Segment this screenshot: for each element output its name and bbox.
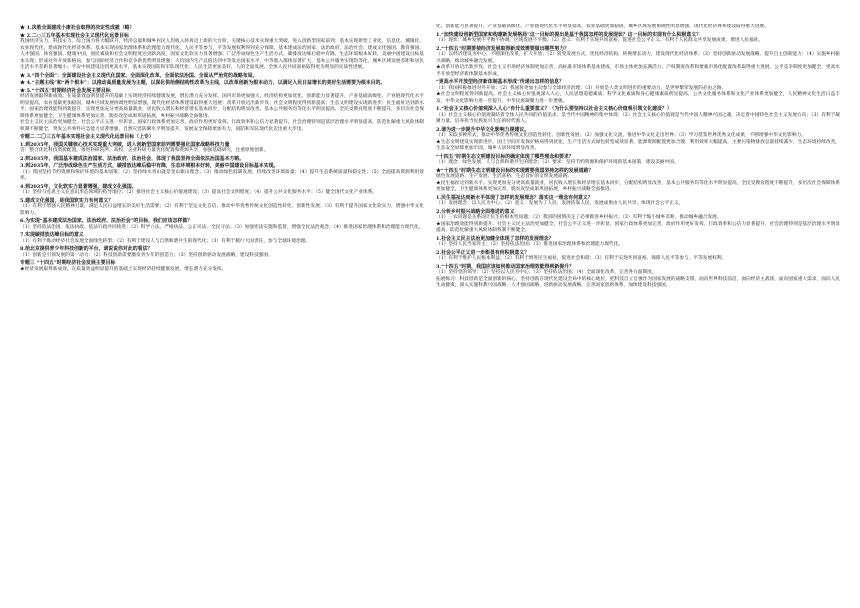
body-paragraph: （1）发展理念：以人民为中心；（2）意义：发展为了人民、发展依靠人民、发展成果由人民共享，体现社会公平正义。 [436, 201, 684, 206]
section-heading: ★ 1.决胜全面建成小康社会取得的决定性成就（略） [20, 25, 135, 31]
section-heading: 5.建成文化强国，是我国软实力有何意义？ [20, 197, 114, 204]
right-column [436, 24, 840, 598]
section-heading: 1.民生福祉达到新水平体现了怎样的发展理念？落实这一理念有何意义？ [436, 194, 593, 201]
section-heading: “十四五”时期生态文明建设目标的确定体现了哪些理念和要求？ [436, 153, 574, 160]
left-column [20, 24, 424, 598]
body-paragraph: （1）创新是引领发展的第一动力；（2）科技创新需要激发青少年的创造力；（3）坚持创新驱动发展战略，建设科技强国。 [20, 252, 273, 258]
section-heading: 2.到2035年，我国基本建成法治国家、法治政府、法治社会，体现了我国坚持全面依法治国基本方略。 [20, 155, 245, 162]
section-heading: ★ 2.二○三五年基本实现社会主义现代化远景目标 [20, 32, 129, 39]
section-heading: 2.分析乡村振兴战略全面推进的意义 [436, 208, 515, 215]
body-paragraph: （1）理念：绿色发展、人与自然和谐共生的理念；（2）要求：坚持节约资源和保护环境的基本国策，建设美丽中国。 [436, 160, 679, 165]
body-paragraph: （1）有利于维护人民根本利益；（2）有利于增进民生福祉，促进社会和谐；（3）有利于实现共同富裕，保障人民平等参与、平等发展权利。 [436, 256, 727, 261]
section-heading: ★ 4.“主题主线”和“两个根本”：以推动高质量发展为主题，以深化供给侧结构性改革为主线，以改革创新为根本动力，以满足人民日益增长的美好生活需要为根本目的。 [20, 80, 386, 86]
section-heading: 8.给北京提供青少年科技创新的平台，请说说你对此的看法？ [20, 246, 153, 252]
body-paragraph: （1）有利于推动经济社会发展全面绿色转型；（2）有利于建设人与自然和谐共生的现代化；（3）有利于履行大国责任，参与全球环境治理。 [20, 238, 311, 244]
body-paragraph: 经济发展取得新成效。在质量效益明显提升的基础上实现经济持续健康发展，增长潜力充分发挥，国内市场更加强大，经济结构更加优化，创新能力显著提升，产业基础高级化、产业链现代化水平明显提高，农业基础更加稳固，城乡区域发展协调性明显增强，现代化经济体系建设取得重大进展；改革开放迈出新步伐；社会文明程度得到新提高；生态文明建设实现新进步；民生福祉达到新水平；国家治理效能得到新提升，实现更加充分更高质量就业，居民收入增长和经济增长基本同步，分配结构明显改善，基本公共服务均等化水平明显提高，全民受教育程度不断提升，多层次社会保障体系更加健全，卫生健康体系更加完善，脱贫攻坚成果巩固拓展，乡村振兴战略全面推进。 [20, 94, 424, 119]
body-paragraph: （1）我国坚持节约资源和保护环境的基本国策；（2）坚持绿水青山就是金山银山理念；（3）推动绿色低碳发展，持续改善环境质量；（4）提升生态系统质量和稳定性；（5）全面提高资源利用效率。 [20, 169, 424, 181]
body-paragraph: （1）坚持人民当家作主；（2）坚持依法治国；（3）推进国家治理体系和治理能力现代化。 [436, 242, 624, 247]
body-paragraph: （1）坚持党的领导；（2）坚持以人民为中心；（3）坚持依法治国；（4）全面深化改革，完善各方面制度。 [436, 270, 657, 275]
body-paragraph: （1）坚持马克思主义在意识形态领域的指导地位；（2）推进社会主义核心价值观建设；（3）提高社会文明程度；（4）提升公共文化服务水平；（5）健全现代文化产业体系。 [20, 190, 378, 195]
section-heading: 专题二 二〇三五年基本实现社会主义现代化远景目标（上专） [20, 134, 154, 140]
body-paragraph: ★社会文明程度得到新提高。社会主义核心价值观深入人心，人民思想道德素质、科学文化素质和身心健康素质明显提高，公共文化服务体系和文化产业体系更加健全，人民精神文化生活日益丰富，中华文化影响力进一步提升，中华民族凝聚力进一步增强。 [436, 92, 840, 104]
body-paragraph: 绿色发展道路、生产发展、生活富裕、生态良好的文明发展道路。 [436, 174, 572, 179]
section-heading: 1.社会主义民主法治更加健全体现了怎样的发展理念？ [436, 235, 554, 242]
body-paragraph: 我国经济实力、科技实力、综合国力将大幅跃升，经济总量和城乡居民人均收入将再迈上新的大台阶，关键核心技术实现重大突破，进入创新型国家前列；基本实现新型工业化、信息化、城镇化、农业现代化，建成现代化经济体系。基本实现国家治理体系和治理能力现代化，人民平等参与、平等发展权利得到充分保障，基本建成法治国家、法治政府、法治社会；建成文化强国、教育强国、人才强国、体育强国、健康中国，国民素质和社会文明程度达到新高度，国家文化软实力显著增强；广泛形成绿色生产生活方式，碳排放达峰后稳中有降，生态环境根本好转，美丽中国建设目标基本实现；形成对外开放新格局，参与国际经济合作和竞争新优势明显增强；人均国内生产总值达到中等发达国家水平，中等收入群体显著扩大，基本公共服务实现均等化，城乡区域发展差距和居民生活水平差距显著缩小；平安中国建设达到更高水平，基本实现国防和军队现代化；人民生活更加美好，人的全面发展、全体人民共同富裕取得更为明显的实质性进展。 [20, 39, 424, 70]
section-heading: 1.“加快建设创新型国家和构建新发展格局”这一目标的提出是基于我国怎样的发展现状？这一目标的实现有什么积极意义？ [436, 31, 702, 38]
section-heading: 3.“十四五”时期，我国应该如何推动国家治理效能得到新提升？ [436, 263, 574, 270]
section-heading: ★“十四五”时期生态文明建设目标的实现需要我国坚持怎样的发展道路？ [436, 167, 594, 174]
section-heading: 2.“十四五”时期要使经济发展取得新成效需要做出哪些努力？ [436, 45, 569, 52]
body-paragraph: （1）现状：城乡发展不平衡不协调，区域发展不平衡。（2）意义：有利于实现共同富裕，促进社会公平正义；有利于人民群众共享发展成果，增进人民福祉。 [436, 38, 764, 43]
body-paragraph: 答：整合优化科技资源配置，推进科研院所、高校、企业科研力量优化配置和资源共享，加强基础研究，注重原始创新。 [20, 148, 269, 153]
section-heading: 4.到2035年，文化软实力显著增强，建成文化强国。 [20, 183, 137, 190]
body-paragraph: ★民生福祉达到新水平。实现更加充分更高质量就业，居民收入增长和经济增长基本同步，分配结构明显改善，基本公共服务均等化水平明显提高，全民受教育程度不断提升，多层次社会保障体系更加健全，卫生健康体系更加完善，脱贫攻坚成果巩固拓展，乡村振兴战略全面推进。 [436, 180, 840, 192]
section-heading: 1.到2035年，我国关键核心技术实现重大突破，进入创新型国家前列需要强化国家战略科技力量 [20, 141, 230, 148]
body-paragraph: 社会主义民主法治更加健全，社会公平正义进一步彰显，国家行政体系更加完善，政府作用更好发挥，行政效率和公信力显著提升，社会治理特别是基层治理水平明显提高，防范化解重大风险体制机制不断健全，突发公共事件应急能力显著增强，自然灾害防御水平明显提升，发展安全保障更加有力，国防和军队现代化迈出重大步伐。 [20, 120, 424, 132]
body-paragraph: ★国家治理效能得到新提升。社会主义民主法治更加健全，社会公平正义进一步彰显，国家行政体系更加完善，政府作用更好发挥，行政效率和公信力显著提升，社会治理特别是基层治理水平明显提高，防范化解重大风险体制机制不断健全。 [436, 221, 840, 233]
section-heading: ★ 5.“十四五”时期经济社会发展主要目标 [20, 87, 111, 94]
section-heading: ★ 3.“四个全面”：全面建设社会主义现代化国家、全面深化改革、全面依法治国、全面从严治党的战略布局。 [20, 72, 258, 79]
section-heading: 1.“社会主义核心价值观深入人心”有什么重要意义？（为什么要坚持以社会主义核心价值观引领文化建设？） [436, 106, 672, 112]
body-paragraph: ★生态文明建设实现新进步。国土空间开发保护格局得到优化，生产生活方式绿色转型成效显著，能源资源配置更加合理、利用效率大幅提高，主要污染物排放总量持续减少，生态环境持续改善，生态安全屏障更加牢固，城乡人居环境明显改善。 [436, 139, 840, 151]
body-paragraph: ★经济发展取得新成效，在质量效益明显提升的基础上实现经济持续健康发展，增长潜力充分发挥。 [20, 266, 227, 272]
body-paragraph: 化，创新能力显著提升，产业基础高级化、产业链现代化水平明显提高，农业基础更加稳固，城乡区域发展协调性明显增强，现代化经济体系建设取得重大进展。 [436, 24, 769, 29]
body-paragraph: ★改革开放迈出新步伐，社会主义市场经济体制更加完善，高标准市场体系基本建成，市场主体更加充满活力，产权制度改革和要素市场化配置改革取得重大进展，公平竞争制度更加健全，更高水平开放型经济新体制基本形成。 [436, 65, 840, 77]
body-paragraph: （1）我国积极推进对外开放；（2）我国将更加主动参与全球经济治理；（3）开放是人类文明进步的重要动力，是世界繁荣发展的必由之路。 [436, 85, 727, 91]
body-paragraph: 拓展练习：科技创新是全面创新的核心，坚持创新在现代化建设全局中的核心地位，把科技自立自强作为国家发展的战略支撑，面向世界科技前沿，面向经济主战场，面向国家重大需求，面向人民生命健康，深入实施科教兴国战略、人才强国战略、创新驱动发展战略，完善国家创新体系，加快建设科技强国。 [436, 276, 840, 288]
section-heading: 7.实现碳排放达峰目标的意义 [20, 232, 84, 238]
body-paragraph: （1）坚持依法治国、依法执政、依法行政共同推进；（2）科学立法、严格执法、公正司法、全民守法；（3）加强宪法实施和监督，增强全民法治观念；（4）推进国家治理体系和治理能力现代化。 [20, 224, 424, 230]
section-heading: 6.为实现“基本建成法治国家、法治政府、法治社会”的目标，我们应该怎样做？ [20, 218, 193, 224]
section-heading: “更高水平开放型经济新体制基本形成”传递出怎样的信息？ [436, 79, 564, 85]
section-heading: 2.请为进一步提升中华文化影响力提建议。 [436, 126, 530, 133]
body-paragraph: （1）采取多种形式，推动中华优秀传统文化创造性转化、创新性发展；（2）加强文化交流，推进中华文化走出世界；（3）学习借鉴世界优秀文化成果，不断增强中华文化影响力。 [436, 133, 806, 138]
body-paragraph: （1）有利于增强人民精神力量，满足人民日益增长的美好生活需要；（2）有利于坚定文化自信，推动中华优秀传统文化创造性转化、创新性发展；（3）有利于提升国家文化软实力，增强中华文化影响力。 [20, 204, 424, 216]
section-heading: 2.社会公平正义进一步彰显有何积极意义？ [436, 249, 530, 256]
body-paragraph: （1）三农问题是关系国计民生的根本性问题；（2）我国的国情决定了必须推进乡村振兴；（3）有利于缩小城乡差距，推动城乡融合发展。 [436, 215, 722, 220]
body-paragraph: （1）社会主义核心价值观凝结着全体人民共同的价值追求，是当代中国精神的集中体现；（2）社会主义核心价值观是当代中国人精神兴国之魂，决定着中国特色社会主义发展方向；（3）有利于凝聚力量，培养担当民族复兴大任的时代新人。 [436, 112, 840, 124]
body-paragraph: （1）以经济建设为中心，不断深化改革，扩大开放；（2）转变发展方式，优化经济结构，转换增长动力，建设现代化经济体系；（3）坚持创新驱动发展战略，提升自主创新能力；（4）实施乡村振兴战略，推动城乡融合发展。 [436, 52, 840, 64]
section-heading: 3.到2035年，广泛形成绿色生产生活方式，碳排放达峰后稳中有降，生态环境根本好转，美丽中国建设目标基本实现。 [20, 163, 279, 169]
section-heading: 专题三 “十四五”时期经济社会发展主要目标 [20, 260, 116, 266]
